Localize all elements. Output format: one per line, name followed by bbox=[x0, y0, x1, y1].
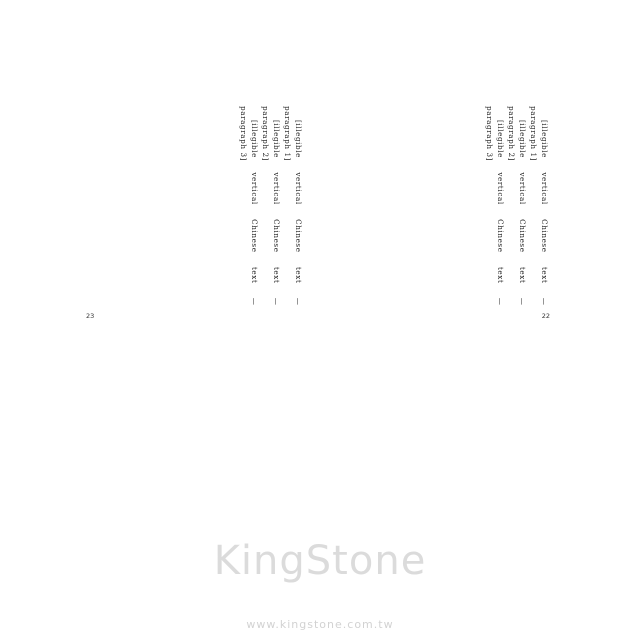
right-paragraph-3: [illegible vertical Chinese text — paragraph 3] bbox=[485, 106, 505, 306]
right-page-text bbox=[326, 106, 550, 306]
right-page-footer bbox=[538, 312, 550, 320]
watermark-brand: KingStone bbox=[213, 538, 427, 584]
left-page-text bbox=[86, 106, 304, 306]
left-page-number: 23 bbox=[86, 312, 95, 320]
left-paragraph-1: [illegible vertical Chinese text — paragraph 1] bbox=[283, 106, 303, 306]
left-paragraph-2: [illegible vertical Chinese text — paragraph 2] bbox=[261, 106, 281, 306]
right-page-number: 22 bbox=[541, 312, 550, 320]
watermark-url: www.kingstone.com.tw bbox=[246, 618, 394, 631]
left-page bbox=[84, 98, 306, 328]
right-paragraph-2: [illegible vertical Chinese text — paragraph 2] bbox=[507, 106, 527, 306]
book-spread bbox=[84, 98, 552, 328]
left-paragraph-3: [illegible vertical Chinese text — paragraph 3] bbox=[239, 106, 259, 306]
right-page-columns bbox=[326, 106, 550, 306]
left-page-columns bbox=[86, 106, 304, 306]
right-page bbox=[324, 98, 552, 328]
right-paragraph-1: [illegible vertical Chinese text — paragraph 1] bbox=[529, 106, 549, 306]
